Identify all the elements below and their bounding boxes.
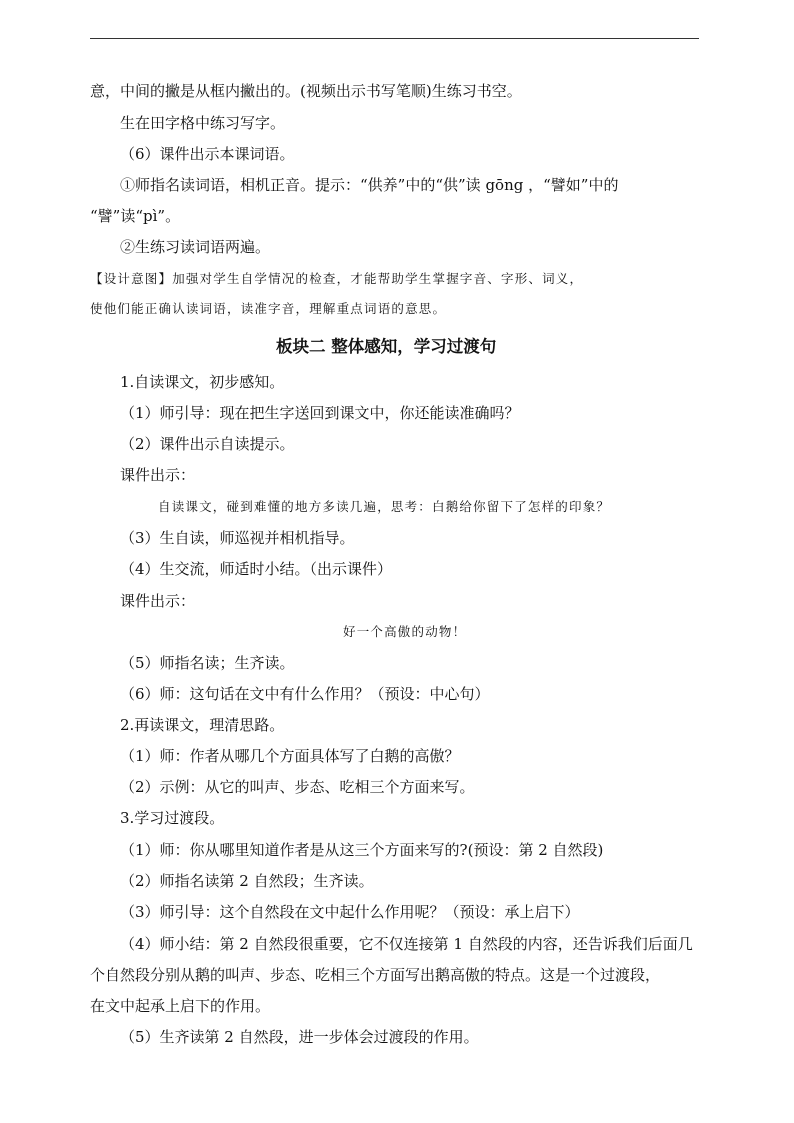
courseware-label: 课件出示： [120, 466, 196, 484]
list-item: （5）生齐读第 2 自然段，进一步体会过渡段的作用。 [120, 1028, 479, 1046]
list-item: （6）师：这句话在文中有什么作用？（预设：中心句） [120, 685, 490, 703]
list-item: （1）师引导：现在把生字送回到课文中，你还能读准确吗？ [120, 404, 520, 422]
paragraph-line: 意，中间的撇是从框内撇出的。(视频出示书写笔顺)生练习书空。 [90, 82, 522, 100]
list-item: （6）课件出示本课词语。 [120, 145, 295, 163]
list-item: （4）师小结：第 2 自然段很重要，它不仅连接第 1 自然段的内容，还告诉我们后面几 [120, 935, 693, 953]
list-item: （2）课件出示自读提示。 [120, 435, 295, 453]
list-item: ①师指名读词语，相机正音。提示：“供养”中的“供”读 gōng ，“譬如”中的 [120, 176, 619, 194]
courseware-label: 课件出示： [120, 592, 196, 610]
section-heading: 板块二 整体感知，学习过渡句 [276, 337, 497, 356]
list-item: （4）生交流，师适时小结。（出示课件） [120, 560, 393, 578]
list-item: （1）师：作者从哪几个方面具体写了白鹅的高傲？ [120, 747, 460, 765]
list-item: （3）生自读，师巡视并相机指导。 [120, 529, 355, 547]
list-item: （2）师指名读第 2 自然段；生齐读。 [120, 872, 374, 890]
design-intent: 【设计意图】加强对学生自学情况的检查，才能帮助学生掌握字音、字形、词义， [90, 271, 584, 286]
list-item: 2.再读课文，理清思路。 [120, 716, 285, 734]
paragraph-line: 在文中起承上启下的作用。 [90, 997, 271, 1015]
list-item: ②生练习读词语两遍。 [120, 238, 271, 256]
paragraph-line: 个自然段分别从鹅的叫声、步态、吃相三个方面写出鹅高傲的特点。这是一个过渡段， [90, 966, 661, 984]
list-item: （1）师：你从哪里知道作者是从这三个方面来写的?(预设：第 2 自然段) [120, 841, 604, 859]
design-intent-continued: 使他们能正确认读词语，读准字音，理解重点词语的意思。 [90, 301, 447, 316]
list-item: （3）师引导：这个自然段在文中起什么作用呢？（预设：承上启下） [120, 903, 580, 921]
paragraph-line: “譬”读“pì”。 [90, 207, 181, 225]
list-item: 3.学习过渡段。 [120, 809, 225, 827]
list-item: （5）师指名读；生齐读。 [120, 654, 295, 672]
courseware-prompt: 自读课文，碰到难懂的地方多读几遍，思考：白鹅给你留下了怎样的印象？ [158, 499, 611, 514]
list-item: （2）示例：从它的叫声、步态、吃相三个方面来写。 [120, 778, 475, 796]
courseware-quote: 好一个高傲的动物！ [343, 624, 467, 639]
list-item: 1.自读课文，初步感知。 [120, 373, 285, 391]
paragraph-line: 生在田字格中练习写字。 [120, 114, 286, 132]
header-rule [90, 38, 699, 39]
